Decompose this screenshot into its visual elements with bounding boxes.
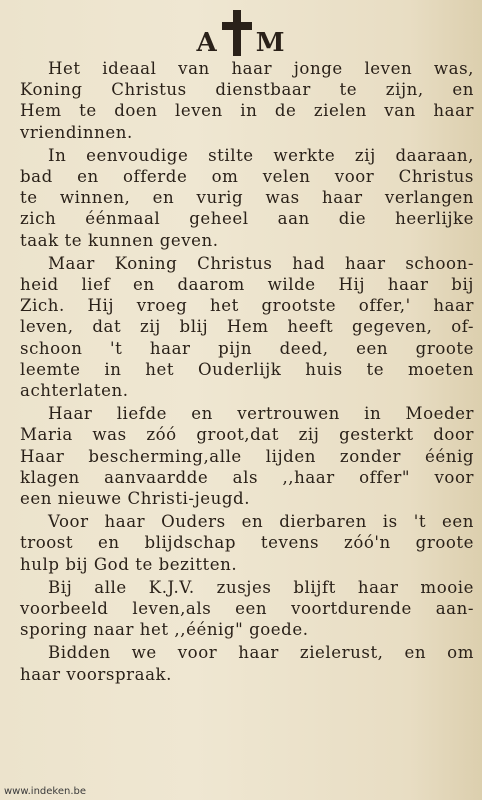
text-line: leemte in het Ouderlijk huis te moeten <box>20 359 474 379</box>
text-line: schoon 't haar pijn deed, een groote <box>20 338 474 358</box>
paragraph <box>20 577 474 641</box>
text-line: In eenvoudige stilte werkte zij daaraan, <box>48 145 474 165</box>
text-line: Zich. Hij vroeg het grootste offer,' haar <box>20 296 474 316</box>
monogram-letter-a: A <box>196 28 218 58</box>
text-line: Bidden we voor haar zielerust, en om <box>48 643 474 663</box>
text-line: Het ideaal van haar jonge leven was, <box>48 59 474 78</box>
text-line: Haar liefde en vertrouwen in Moeder <box>48 404 474 424</box>
paragraph <box>20 511 474 575</box>
text-line: taak te kunnen geven. <box>20 230 219 250</box>
card-header <box>0 4 482 56</box>
text-line: hulp bij God te bezitten. <box>20 554 238 574</box>
paragraph <box>20 58 474 143</box>
paragraph <box>20 403 474 509</box>
paragraph <box>20 642 474 684</box>
latin-cross-icon <box>222 10 252 56</box>
monogram <box>197 10 286 56</box>
text-line: voorbeeld leven,als een voortdurende aan- <box>20 599 474 619</box>
source-watermark: www.indeken.be <box>4 786 87 797</box>
text-line: Maar Koning Christus had haar schoon- <box>48 253 474 273</box>
text-line: sporing naar het ,,éénig" goede. <box>20 620 309 640</box>
text-line: leven, dat zij blij Hem heeft gegeven, of- <box>20 317 474 337</box>
text-line: te winnen, en vurig was haar verlangen <box>20 188 474 208</box>
text-line: haar voorspraak. <box>20 664 172 684</box>
text-line: Hem te doen leven in de zielen van haar <box>20 101 474 121</box>
text-line: Bij alle K.J.V. zusjes blijft haar mooie <box>48 577 474 597</box>
text-line: klagen aanvaardde als ,,haar offer" voor <box>20 467 474 487</box>
text-line: bad en offerde om velen voor Christus <box>20 167 474 187</box>
text-line: Voor haar Ouders en dierbaren is 't een <box>48 512 474 532</box>
paragraph <box>20 253 474 401</box>
text-line: achterlaten. <box>20 381 129 401</box>
card-text <box>20 58 474 687</box>
text-line: troost en blijdschap tevens zóó'n groote <box>20 533 474 553</box>
paragraph <box>20 145 474 251</box>
text-line: Maria was zóó groot,dat zij gesterkt door <box>20 425 474 445</box>
text-line: vriendinnen. <box>20 122 133 142</box>
text-line: Haar bescherming,alle lijden zonder éénig <box>20 446 474 466</box>
text-line: een nieuwe Christi-jeugd. <box>20 489 251 509</box>
text-line: zich éénmaal geheel aan die heerlijke <box>20 209 474 229</box>
monogram-letter-m: M <box>255 28 286 58</box>
text-line: Koning Christus dienstbaar te zijn, en <box>20 80 474 100</box>
text-line: heid lief en daarom wilde Hij haar bij <box>20 275 474 295</box>
